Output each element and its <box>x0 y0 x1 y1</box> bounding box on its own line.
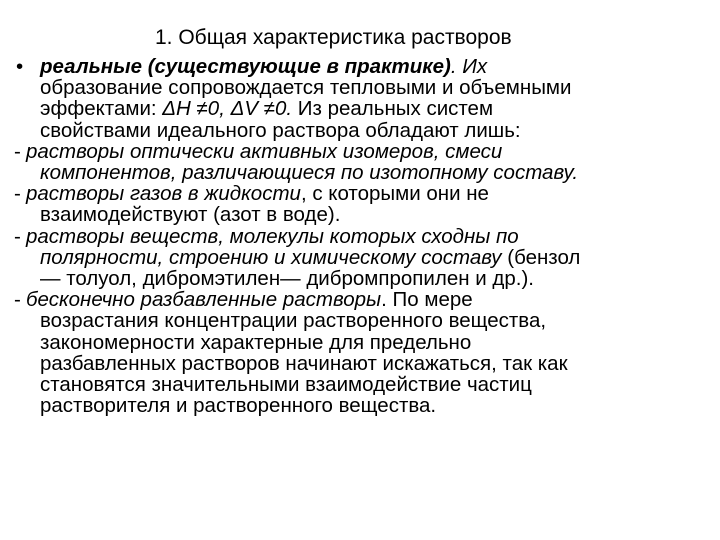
bullet-line-2: образование сопровождается тепловыми и объемными <box>40 76 572 100</box>
item-line-2: взаимодействуют (азот в воде). <box>40 203 341 227</box>
text-italic: . Их <box>450 55 488 78</box>
item-line-2: возрастания концентрации растворенного вещества, <box>40 309 547 333</box>
text-normal: (бензол <box>501 245 581 269</box>
bullet-line-3 <box>40 98 714 119</box>
item-line-6: растворителя и растворенного вещества. <box>40 394 437 418</box>
slide-title: 1. Общая характеристика растворов <box>155 26 512 49</box>
list-item-similar-molecules <box>14 226 714 290</box>
dash-marker: - <box>14 224 21 248</box>
dash-marker: - <box>14 139 21 163</box>
item-line-2: компонентов, различающиеся по изотопному составу. <box>40 161 579 185</box>
bullet-line-4: свойствами идеального раствора обладают лишь: <box>40 118 521 142</box>
list-item-isomers <box>14 141 714 183</box>
bullet-line-1 <box>40 56 714 77</box>
term-real-solutions: реальные (существующие в практике) <box>40 55 451 78</box>
text-normal: . По мере <box>381 288 473 312</box>
dash-marker: - <box>14 182 21 206</box>
text-normal: Из реальных систем <box>292 97 494 121</box>
item-line-3: — толуол, дибромэтилен— дибромпропилен и др.). <box>40 267 534 291</box>
formula-delta: ΔH ≠0, ΔV ≠0. <box>162 97 293 121</box>
item-line-1 <box>26 289 714 310</box>
item-line-4: разбавленных растворов начинают искажаться, так как <box>40 351 568 375</box>
slide-content <box>14 56 714 416</box>
item-line-3: закономерности характерные для предельно <box>40 330 472 354</box>
bullet-marker: • <box>16 55 24 78</box>
text-normal: , с которыми они не <box>300 182 489 206</box>
list-item-gases <box>14 183 714 225</box>
item-line-1: растворы веществ, молекулы которых сходны по <box>26 224 519 248</box>
item-line-2 <box>40 247 714 268</box>
text-italic: полярности, строению и химическому составу <box>40 245 502 269</box>
dash-marker: - <box>14 288 21 312</box>
bullet-real-solutions <box>14 56 714 141</box>
text-italic: бесконечно разбавленные растворы <box>26 288 382 312</box>
list-item-dilute-solutions <box>14 289 714 416</box>
item-line-5: становятся значительными взаимодействие частиц <box>40 373 532 397</box>
item-line-1: растворы оптически активных изомеров, смеси <box>26 139 503 163</box>
text-italic: растворы газов в жидкости <box>26 182 301 206</box>
text-normal: эффектами: <box>40 97 163 121</box>
item-line-1 <box>26 183 714 204</box>
